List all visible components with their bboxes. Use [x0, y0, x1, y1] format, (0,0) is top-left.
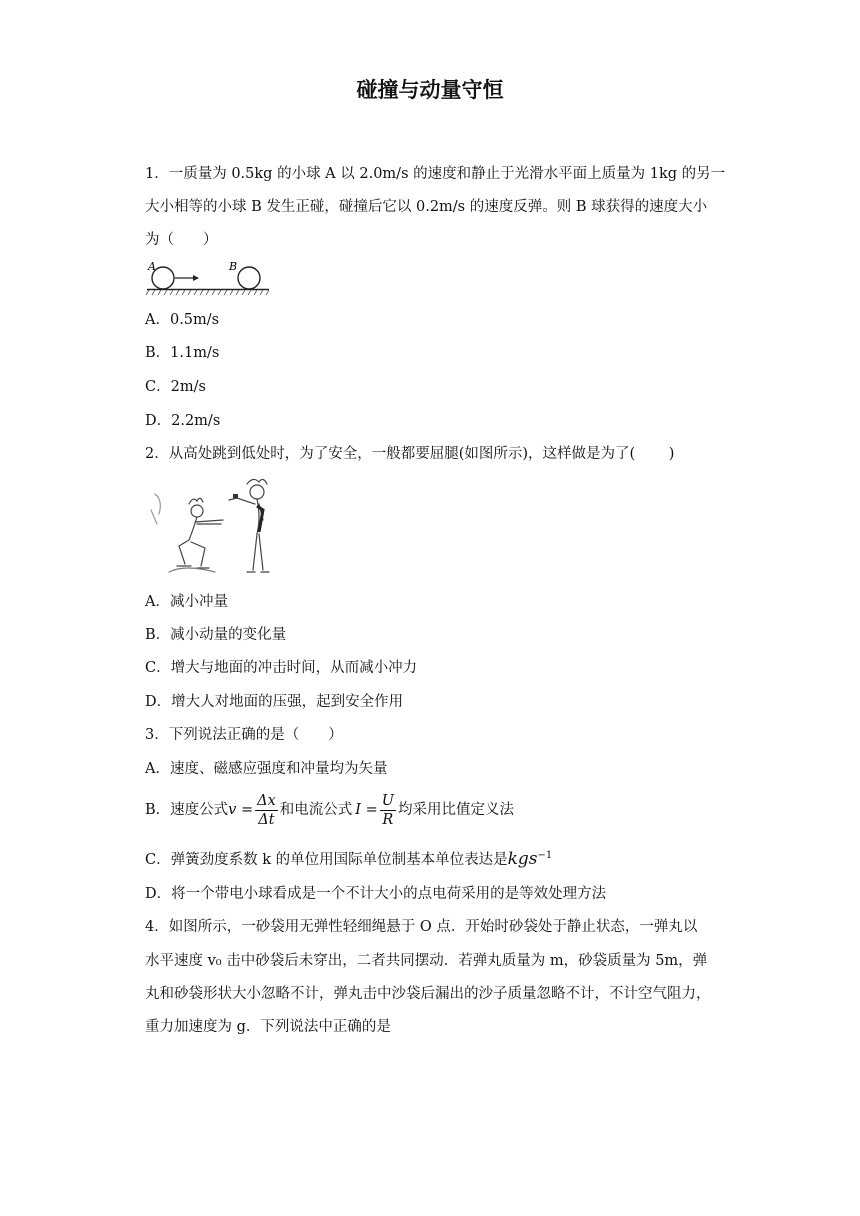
q3-option-b-mid: 和电流公式: [279, 802, 353, 818]
q3-option-b-prefix: B．速度公式: [145, 802, 229, 818]
q2-option-c[interactable]: C．增大与地面的冲击时间，从而减小冲力: [145, 660, 418, 676]
q1-option-b[interactable]: B．1.1m/s: [145, 345, 220, 361]
q3-line-1: 3．下列说法正确的是（ ）: [145, 727, 343, 743]
q1-option-a[interactable]: A．0.5m/s: [145, 312, 220, 328]
q1-label-b: B: [229, 260, 238, 273]
fraction-denominator-r: R: [382, 811, 394, 828]
q3-option-c[interactable]: [145, 846, 552, 870]
unit-exponent: −1: [537, 850, 553, 861]
q1-label-a: A: [148, 260, 156, 273]
fraction-numerator-dx: Δx: [257, 792, 276, 809]
q4-line-2: 水平速度 v₀ 击中砂袋后未穿出，二者共同摆动．若弹丸质量为 m，砂袋质量为 5m，弹: [145, 953, 708, 969]
q2-option-b[interactable]: B．减小动量的变化量: [145, 627, 287, 643]
fraction-denominator-dt: Δt: [258, 811, 275, 828]
fraction-numerator-u: U: [381, 792, 394, 809]
current-symbol: I =: [355, 802, 378, 818]
q1-option-c[interactable]: C．2m/s: [145, 379, 206, 395]
ball-b: [238, 267, 260, 289]
q1-line-2: 大小相等的小球 B 发生正碰，碰撞后它以 0.2m/s 的速度反弹。则 B 球获得的速度大小: [145, 199, 708, 215]
velocity-fraction: [255, 792, 278, 829]
q1-option-d[interactable]: D．2.2m/s: [145, 413, 221, 429]
q3-option-c-text: C．弹簧劲度系数 k 的单位用国际单位制基本单位表达是: [145, 851, 508, 868]
q2-line-1: 2．从高处跳到低处时，为了安全，一般都要屈腿(如图所示)，这样做是为了( ): [145, 446, 675, 462]
page-title: 碰撞与动量守恒: [356, 78, 504, 102]
q2-option-d[interactable]: D．增大人对地面的压强，起到安全作用: [145, 694, 404, 710]
unit-kgs: kgs: [507, 848, 538, 869]
q3-option-d[interactable]: D．将一个带电小球看成是一个不计大小的点电荷采用的是等效处理方法: [145, 886, 607, 902]
q3-option-a[interactable]: A．速度、磁感应强度和冲量均为矢量: [145, 761, 388, 777]
q1-line-3: 为（ ）: [145, 232, 218, 248]
current-fraction: [380, 792, 396, 829]
q4-line-4: 重力加速度为 g．下列说法中正确的是: [145, 1019, 391, 1035]
q2-option-a[interactable]: A．减小冲量: [145, 594, 228, 610]
q3-option-b-suffix: 均采用比值定义法: [398, 802, 514, 818]
q1-line-1: 1．一质量为 0.5kg 的小球 A 以 2.0m/s 的速度和静止于光滑水平面上质量为 1kg 的另一: [145, 166, 726, 182]
q4-line-3: 丸和砂袋形状大小忽略不计，弹丸击中沙袋后漏出的沙子质量忽略不计，不计空气阻力，: [145, 986, 711, 1002]
ball-a: [152, 267, 174, 289]
q1-collision-figure: [145, 258, 271, 298]
q4-line-1: 4．如图所示，一砂袋用无弹性轻细绳悬于 O 点．开始时砂袋处于静止状态，一弹丸以: [145, 919, 698, 935]
velocity-symbol: v =: [228, 802, 254, 818]
q2-jumping-figure: [145, 474, 275, 580]
q3-option-b[interactable]: [145, 791, 514, 829]
